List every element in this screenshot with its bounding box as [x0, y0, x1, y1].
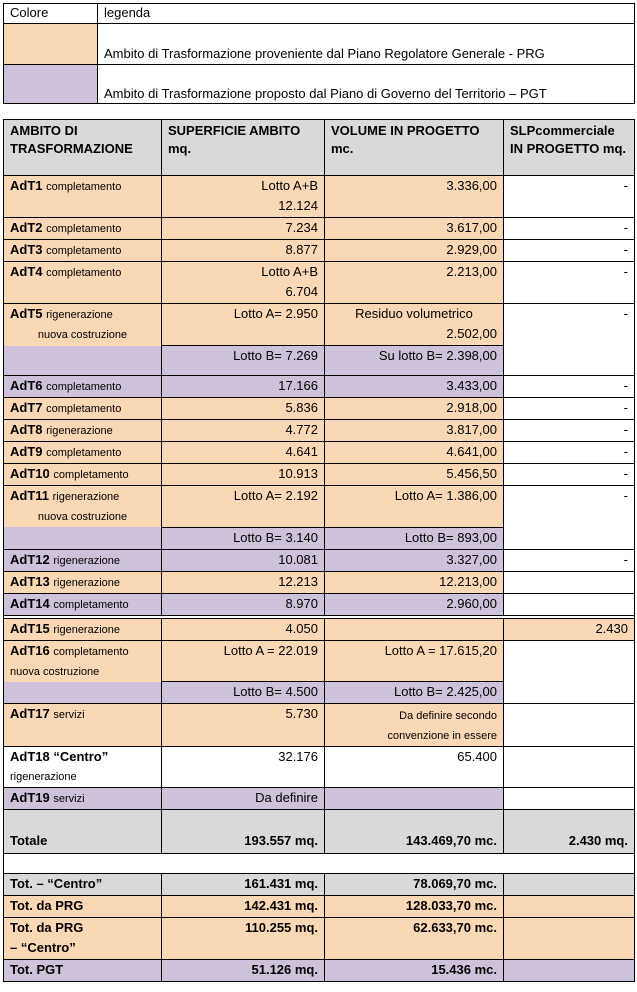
- row-volume: 2.960,00: [325, 593, 504, 615]
- row-slp: -: [504, 218, 635, 240]
- row-slp: -: [504, 240, 635, 262]
- legend-swatch-pgt: [4, 65, 98, 104]
- row-superficie: 6.704: [285, 284, 318, 299]
- summary-volume: 15.436 mc.: [325, 960, 504, 982]
- row-code: AdT11: [10, 488, 50, 503]
- row-type: completamento: [46, 267, 122, 279]
- legend-text-prg: Ambito di Trasformazione proveniente dal Piano Regolatore Generale - PRG: [98, 24, 635, 65]
- row-code: AdT16: [10, 642, 50, 658]
- row-slp: 2.430: [504, 618, 635, 640]
- row-volume-lotto-b: Su lotto B= 2.398,00: [325, 346, 504, 376]
- row-slp: [504, 788, 635, 810]
- summary-slp: [504, 896, 635, 918]
- row-superficie-lotto-a: Lotto A= 2.950: [162, 304, 325, 346]
- summary-label: Tot. PGT: [4, 960, 162, 982]
- table-row: [4, 593, 635, 615]
- row-code: AdT8: [10, 422, 43, 437]
- row-superficie: 4.772: [162, 420, 325, 442]
- row-type: completamento: [46, 223, 122, 235]
- row-slp: -: [504, 176, 635, 218]
- row-type: completamento: [53, 598, 129, 611]
- table-row: [4, 240, 635, 262]
- row-code: AdT3: [10, 242, 43, 257]
- row-code: AdT13: [10, 573, 50, 589]
- row-superficie-lotto-a: Lotto A= 2.192: [162, 486, 325, 528]
- row-code: AdT6: [10, 378, 43, 393]
- row-superficie: Da definire: [162, 788, 325, 810]
- totale-row: [4, 810, 635, 854]
- table-row: [4, 262, 635, 304]
- row-superficie: 8.970: [162, 593, 325, 615]
- table-row: [4, 176, 635, 218]
- row-code: AdT19: [10, 790, 50, 805]
- row-code: AdT12: [10, 551, 50, 567]
- row-type: servizi: [53, 793, 85, 805]
- row-slp: -: [504, 442, 635, 464]
- summary-label: Tot. da PRG: [10, 920, 84, 935]
- row-volume: 4.641,00: [325, 442, 504, 464]
- legend-text-pgt: Ambito di Trasformazione proposto dal Piano di Governo del Territorio – PGT: [98, 65, 635, 104]
- row-type: rigenerazione: [53, 576, 121, 589]
- row-slp: -: [504, 549, 635, 571]
- row-code: AdT1: [10, 178, 43, 193]
- row-volume-label: Residuo volumetrico: [355, 306, 473, 321]
- row-volume: 65.400: [325, 747, 504, 788]
- row-code-empty: [4, 682, 162, 704]
- row-superficie: 8.877: [162, 240, 325, 262]
- table-row: [4, 398, 635, 420]
- row-type: completamento: [53, 645, 129, 658]
- summary-row-centro: [4, 874, 635, 896]
- row-type: completamento: [53, 469, 129, 481]
- row-volume: 2.918,00: [325, 398, 504, 420]
- row-slp: [504, 704, 635, 747]
- summary-superficie: 161.431 mq.: [162, 874, 325, 896]
- row-superficie: 32.176: [162, 747, 325, 788]
- row-superficie: 4.050: [162, 618, 325, 640]
- summary-superficie: 142.431 mq.: [162, 896, 325, 918]
- row-volume-lotto-a: Lotto A= 1.386,00: [325, 486, 504, 528]
- header-ambito: AMBITO DI TRASFORMAZIONE: [4, 120, 162, 176]
- totale-slp: 2.430 mq.: [504, 810, 635, 854]
- summary-slp: [504, 874, 635, 896]
- row-type: rigenerazione: [53, 554, 121, 567]
- legend-header-legend: legenda: [98, 4, 635, 24]
- summary-label: Tot. da PRG: [4, 896, 162, 918]
- summary-superficie: 51.126 mq.: [162, 960, 325, 982]
- row-code: AdT4: [10, 264, 43, 279]
- row-volume: 3.327,00: [325, 549, 504, 571]
- summary-volume: 128.033,70 mc.: [325, 896, 504, 918]
- row-slp: -: [504, 398, 635, 420]
- row-superficie-lotto-b: Lotto B= 3.140: [162, 527, 325, 549]
- table-row: [4, 571, 635, 593]
- row-superficie: 5.730: [162, 704, 325, 747]
- totale-volume: 143.469,70 mc.: [325, 810, 504, 854]
- row-volume: 2.213,00: [325, 262, 504, 304]
- row-slp: -: [504, 262, 635, 304]
- row-volume: [325, 618, 504, 640]
- row-volume: 12.213,00: [325, 571, 504, 593]
- row-volume-lotto-b: Lotto B= 2.425,00: [325, 682, 504, 704]
- legend-table: [3, 3, 635, 104]
- header-superficie: SUPERFICIE AMBITO mq.: [162, 120, 325, 176]
- row-superficie: 12.124: [278, 198, 318, 213]
- table-row: [4, 218, 635, 240]
- row-code-empty: [4, 346, 162, 376]
- row-volume-note-2: convenzione in essere: [387, 730, 497, 742]
- row-superficie: 17.166: [162, 376, 325, 398]
- row-code: AdT7: [10, 400, 43, 415]
- row-volume: 3.433,00: [325, 376, 504, 398]
- table-row: [4, 420, 635, 442]
- row-superficie: 4.641: [162, 442, 325, 464]
- row-slp: -: [504, 304, 635, 376]
- row-type-secondary: nuova costruzione: [10, 665, 100, 678]
- totale-superficie: 193.557 mq.: [162, 810, 325, 854]
- row-superficie-label: Lotto A+B: [261, 178, 318, 193]
- row-type: completamento: [46, 245, 122, 257]
- row-type: completamento: [46, 403, 122, 415]
- summary-label-2: – “Centro”: [10, 940, 76, 955]
- row-superficie: 5.836: [162, 398, 325, 420]
- row-type: completamento: [46, 447, 122, 459]
- totale-label: Totale: [4, 810, 162, 854]
- row-superficie: 10.913: [162, 464, 325, 486]
- row-superficie-lotto-a: Lotto A = 22.019: [162, 640, 325, 682]
- blank-row: [4, 854, 635, 874]
- summary-row-pgt: [4, 960, 635, 982]
- row-type: completamento: [46, 181, 122, 193]
- row-code: AdT17: [10, 706, 50, 721]
- row-type: rigenerazione: [52, 491, 120, 503]
- row-type: completamento: [46, 381, 122, 393]
- summary-volume: 78.069,70 mc.: [325, 874, 504, 896]
- row-slp: [504, 593, 635, 615]
- row-type-secondary: nuova costruzione: [37, 511, 128, 523]
- row-type: rigenerazione: [46, 309, 113, 321]
- row-volume: 5.456,50: [325, 464, 504, 486]
- table-row: [4, 549, 635, 571]
- table-row: [4, 486, 635, 528]
- table-row: [4, 788, 635, 810]
- header-volume: VOLUME IN PROGETTO mc.: [325, 120, 504, 176]
- table-row: [4, 464, 635, 486]
- row-code: AdT15: [10, 620, 50, 636]
- row-code: AdT10: [10, 466, 50, 481]
- legend-swatch-prg: [4, 24, 98, 65]
- row-slp: -: [504, 376, 635, 398]
- row-code: AdT9: [10, 444, 43, 459]
- row-slp: -: [504, 464, 635, 486]
- row-volume: 2.929,00: [325, 240, 504, 262]
- row-type: rigenerazione: [53, 623, 121, 636]
- summary-slp: [504, 918, 635, 960]
- row-code-empty: [4, 527, 162, 549]
- table-row: [4, 747, 635, 788]
- table-row: [4, 376, 635, 398]
- table-row: [4, 704, 635, 747]
- row-type: rigenerazione: [46, 425, 113, 437]
- summary-volume: 62.633,70 mc.: [325, 918, 504, 960]
- row-code: AdT5: [10, 306, 43, 321]
- summary-row-prg: [4, 896, 635, 918]
- row-slp: [504, 571, 635, 593]
- row-slp: -: [504, 420, 635, 442]
- row-code: AdT2: [10, 220, 43, 235]
- row-volume: 2.502,00: [446, 326, 497, 341]
- table-row: [4, 304, 635, 346]
- table-row: [4, 640, 635, 682]
- row-code: AdT14: [10, 595, 50, 611]
- row-type-secondary: nuova costruzione: [37, 329, 128, 341]
- row-volume: 3.336,00: [325, 176, 504, 218]
- row-volume-note: Da definire secondo: [399, 710, 497, 722]
- row-superficie: 7.234: [162, 218, 325, 240]
- row-superficie-label: Lotto A+B: [261, 264, 318, 279]
- table-header-row: [4, 120, 635, 176]
- row-slp: [504, 640, 635, 704]
- row-code: AdT18 “Centro”: [10, 749, 109, 764]
- row-type: servizi: [53, 709, 85, 721]
- row-slp: -: [504, 486, 635, 550]
- row-volume: 3.817,00: [325, 420, 504, 442]
- row-superficie-lotto-b: Lotto B= 7.269: [162, 346, 325, 376]
- row-superficie: 12.213: [162, 571, 325, 593]
- row-slp: [504, 747, 635, 788]
- summary-row-prg-centro: [4, 918, 635, 960]
- summary-slp: [504, 960, 635, 982]
- row-superficie-lotto-b: Lotto B= 4.500: [162, 682, 325, 704]
- row-superficie: 10.081: [162, 549, 325, 571]
- row-volume-lotto-b: Lotto B= 893,00: [325, 527, 504, 549]
- header-slp: SLPcommerciale IN PROGETTO mq.: [504, 120, 635, 176]
- row-type: rigenerazione: [10, 771, 77, 783]
- trasformazione-table: [3, 119, 635, 982]
- row-volume: [325, 788, 504, 810]
- table-row: [4, 442, 635, 464]
- legend-header-color: Colore: [4, 4, 98, 24]
- summary-label: Tot. – “Centro”: [4, 874, 162, 896]
- table-row: [4, 618, 635, 640]
- row-volume: 3.617,00: [325, 218, 504, 240]
- summary-superficie: 110.255 mq.: [162, 918, 325, 960]
- row-volume-lotto-a: Lotto A = 17.615,20: [325, 640, 504, 682]
